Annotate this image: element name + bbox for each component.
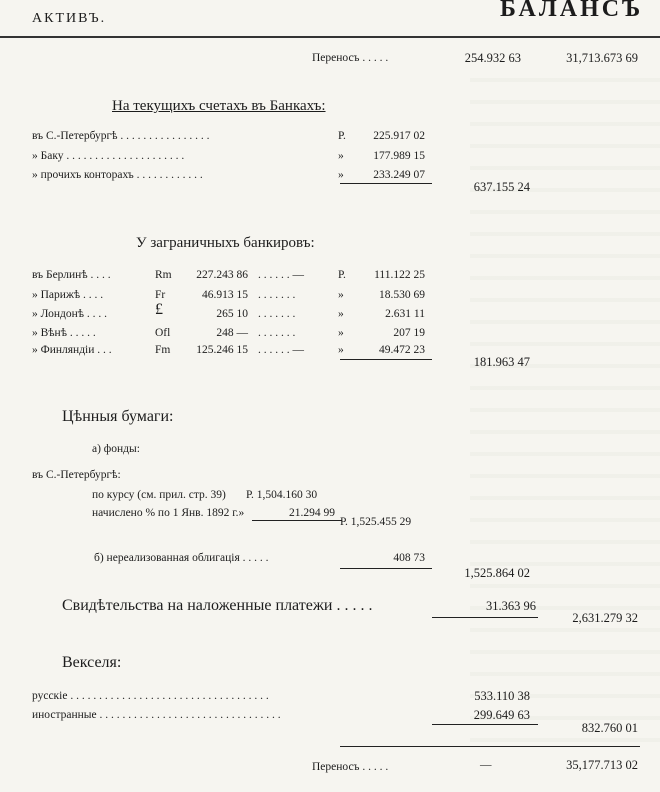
foreign-row-amount: 2.631 11 — [385, 308, 425, 320]
foreign-row-unit: £ — [155, 301, 163, 318]
foreign-row: » Финляндіи . . . — [32, 344, 112, 356]
securities-subtotal-rule — [340, 568, 432, 569]
foreign-row-currency: » — [338, 308, 344, 320]
certificates-rule — [432, 617, 538, 618]
bank-row: » прочихъ конторахъ . . . . . . . . . . . . — [32, 169, 203, 181]
foreign-row: » Вѣнѣ . . . . . — [32, 327, 96, 339]
header-rule — [0, 36, 660, 38]
certificates-value: 31.363 96 — [486, 599, 536, 613]
securities-sub-a: а) фонды: — [92, 443, 140, 455]
bills-rule — [432, 724, 538, 725]
foreign-row-dots: . . . . . . — — [258, 344, 304, 356]
foreign-row-unit: Fr — [155, 289, 166, 301]
certificates-total: 2,631.279 32 — [572, 611, 638, 625]
securities-accrued-label: начислено % по 1 Янв. 1892 г.» — [92, 507, 245, 519]
foreign-total: 181.963 47 — [473, 355, 530, 369]
bills-row-amount: 299.649 63 — [473, 708, 530, 722]
foreign-row: въ Берлинѣ . . . . — [32, 269, 111, 281]
carry-in-label: Переносъ . . . . . — [312, 52, 389, 64]
carry-out-value: 35,177.713 02 — [566, 758, 638, 772]
securities-accrued-value: 21.294 99 — [289, 507, 335, 519]
foreign-heading: У заграничныхъ банкировъ: — [136, 235, 315, 251]
carry-out-rule — [340, 746, 640, 747]
securities-funds-rule — [252, 520, 342, 521]
bank-row: въ С.-Петербургѣ . . . . . . . . . . . . . . . . — [32, 130, 210, 142]
bank-row-currency: » — [338, 169, 344, 181]
bank-heading: На текущихъ счетахъ въ Банкахъ: — [112, 98, 326, 114]
bank-row: » Баку . . . . . . . . . . . . . . . . . . . . . — [32, 150, 185, 162]
foreign-subtotal-rule — [340, 359, 432, 360]
bleed-through-texture — [470, 60, 660, 760]
foreign-row: » Лондонѣ . . . . — [32, 308, 108, 320]
bank-row-currency: Р. — [338, 130, 346, 142]
securities-bond-value: 408 73 — [393, 552, 425, 564]
foreign-row-dots: . . . . . . . — [258, 327, 296, 339]
bank-total: 637.155 24 — [473, 180, 530, 194]
foreign-row-currency: Р. — [338, 269, 346, 281]
foreign-row: » Парижѣ . . . . — [32, 289, 104, 301]
foreign-row-orig: 248 — — [216, 327, 248, 339]
foreign-row-dots: . . . . . . . — [258, 289, 296, 301]
foreign-row-unit: Fm — [155, 344, 171, 356]
foreign-row-currency: » — [338, 289, 344, 301]
foreign-row-dots: . . . . . . — — [258, 269, 304, 281]
foreign-row-currency: » — [338, 344, 344, 356]
foreign-row-amount: 207 19 — [393, 327, 425, 339]
foreign-row-amount: 18.530 69 — [379, 289, 425, 301]
foreign-row-unit: Ofl — [155, 327, 171, 339]
foreign-row-amount: 111.122 25 — [374, 269, 425, 281]
foreign-row-unit: Rm — [155, 269, 172, 281]
foreign-row-orig: 227.243 86 — [196, 269, 248, 281]
bank-subtotal-rule — [340, 183, 432, 184]
securities-heading: Цѣнныя бумаги: — [62, 408, 174, 425]
securities-spb: въ С.-Петербургѣ: — [32, 469, 121, 481]
bank-row-amount: 225.917 02 — [373, 130, 425, 142]
foreign-row-amount: 49.472 23 — [379, 344, 425, 356]
bank-row-amount: 233.249 07 — [373, 169, 425, 181]
foreign-row-dots: . . . . . . . — [258, 308, 296, 320]
carry-in-value1: 254.932 63 — [464, 51, 521, 65]
foreign-row-currency: » — [338, 327, 344, 339]
bills-heading: Векселя: — [62, 654, 122, 671]
securities-funds-total: Р. 1,525.455 29 — [340, 516, 412, 528]
certificates-label: Свидѣтельства на наложенные платежи . . . . . — [62, 597, 373, 614]
bills-row: русскіе . . . . . . . . . . . . . . . . . . . . . . . . . . . . . . . . . . . — [32, 690, 269, 702]
bills-row-amount: 533.110 38 — [474, 689, 530, 703]
header-right: БАЛАНСЪ — [500, 0, 644, 22]
carry-out-dash: — — [480, 759, 492, 771]
foreign-row-orig: 265 10 — [216, 308, 248, 320]
securities-rate-value: Р. 1,504.160 30 — [246, 489, 318, 501]
securities-sub-b: б) нереализованная облигація . . . . . — [94, 552, 269, 564]
carry-out-label: Переносъ . . . . . — [312, 761, 389, 773]
foreign-row-orig: 125.246 15 — [196, 344, 248, 356]
foreign-row-orig: 46.913 15 — [202, 289, 248, 301]
carry-in-value2: 31,713.673 69 — [566, 51, 638, 65]
bank-row-currency: » — [338, 150, 344, 162]
bills-row: иностранные . . . . . . . . . . . . . . . . . . . . . . . . . . . . . . . . — [32, 709, 281, 721]
securities-total: 1,525.864 02 — [464, 566, 530, 580]
header-left: АКТИВЪ. — [32, 11, 107, 26]
securities-rate-label: по курсу (см. прил. стр. 39) — [92, 489, 226, 501]
bills-total: 832.760 01 — [581, 721, 638, 735]
bank-row-amount: 177.989 15 — [373, 150, 425, 162]
